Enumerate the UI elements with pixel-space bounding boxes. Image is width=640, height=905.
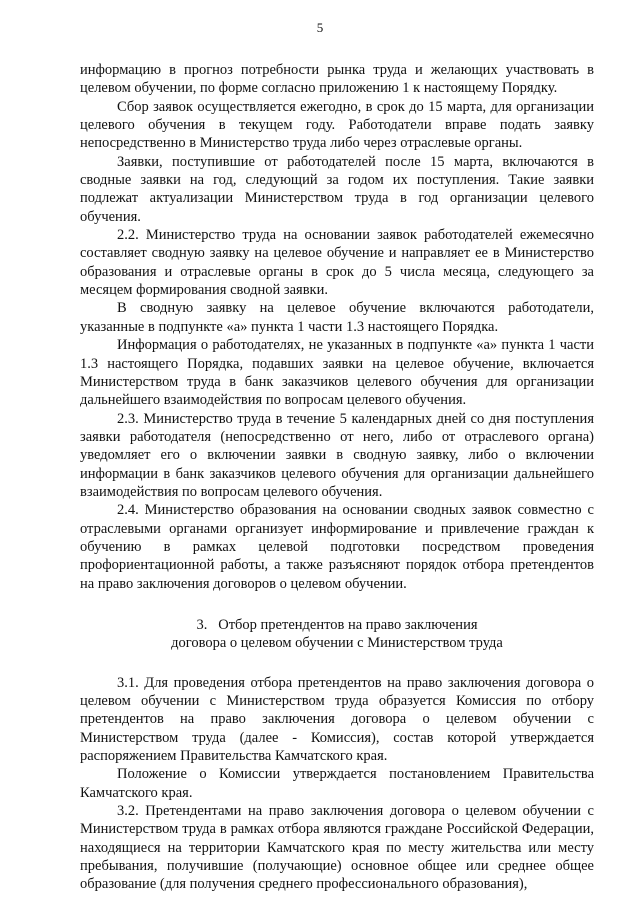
paragraph: информацию в прогноз потребности рынка труда и желающих участвовать в целевом обучении, по форме согласно приложению 1 к настоящему Порядку. bbox=[80, 62, 594, 97]
paragraph: 2.4. Министерство образования на основании сводных заявок совместно с отраслевыми органами организует информирование и привлечение граждан к обучению в рамках целевой подготовки посредством проведения профориентационной работы, а также разъясняют порядок отбора претендентов на право заключения договоров о целевом обучении. bbox=[80, 502, 594, 592]
paragraph: В сводную заявку на целевое обучение включаются работодатели, указанные в подпункте «а» пункта 1 части 1.3 настоящего Порядка. bbox=[80, 300, 594, 335]
document-body bbox=[80, 61, 594, 894]
paragraph: 2.3. Министерство труда в течение 5 календарных дней со дня поступления заявки работодателя (непосредственно от него, либо от отраслевого органа) уведомляет его о включении заявки в сводную заявку, либо о включении информации в банк заказчиков целевого обучения для организации дальнейшего взаимодействия по вопросам целевого обучения. bbox=[80, 410, 594, 500]
section-heading-line: договора о целевом обучении с Министерством труда bbox=[171, 635, 503, 652]
paragraph: Сбор заявок осуществляется ежегодно, в срок до 15 марта, для организации целевого обучения в текущем году. Работодатели вправе подать заявку непосредственно в Министерство труда либо через отраслевые органы. bbox=[80, 98, 594, 152]
paragraph: Информация о работодателях, не указанных в подпункте «а» пункта 1 части 1.3 настоящего Порядка, подавших заявки на целевое обучение, включается Министерством труда в банк заказчиков целевого обучения для организации дальнейшего взаимодействия по вопросам целевого обучения. bbox=[80, 337, 594, 409]
section-heading bbox=[80, 616, 594, 653]
page-number: 5 bbox=[316, 20, 324, 35]
paragraph: 3.1. Для проведения отбора претендентов на право заключения договора о целевом обучении с Министерством труда образуется Комиссия по отбору претендентов на право заключения договора о целевом обучении с Министерством труда (далее - Комиссия), состав которой утверждается распоряжением Правительства Камчатского края. bbox=[80, 674, 594, 765]
section-heading-line: 3. Отбор претендентов на право заключения bbox=[196, 616, 478, 633]
paragraph: Положение о Комиссии утверждается постановлением Правительства Камчатского края. bbox=[80, 766, 594, 801]
paragraph: 2.2. Министерство труда на основании заявок работодателей ежемесячно составляет сводную заявку на целевое обучение и направляет ее в Министерство образования и отраслевые органы в срок до 5 числа месяца, следующего за месяцем формирования сводной заявки. bbox=[80, 227, 594, 299]
paragraph: Заявки, поступившие от работодателей после 15 марта, включаются в сводные заявки на год, следующий за годом их поступления. Такие заявки подлежат актуализации Министерством труда в год организации целевого обучения. bbox=[80, 153, 594, 225]
paragraph: 3.2. Претендентами на право заключения договора о целевом обучении с Министерством труда в рамках отбора являются граждане Российской Федерации, находящиеся на территории Камчатского края по месту жительства или месту пребывания, получившие (получающие) основное общее или среднее общее образование (для получения среднего профессионального образования), bbox=[80, 803, 594, 893]
